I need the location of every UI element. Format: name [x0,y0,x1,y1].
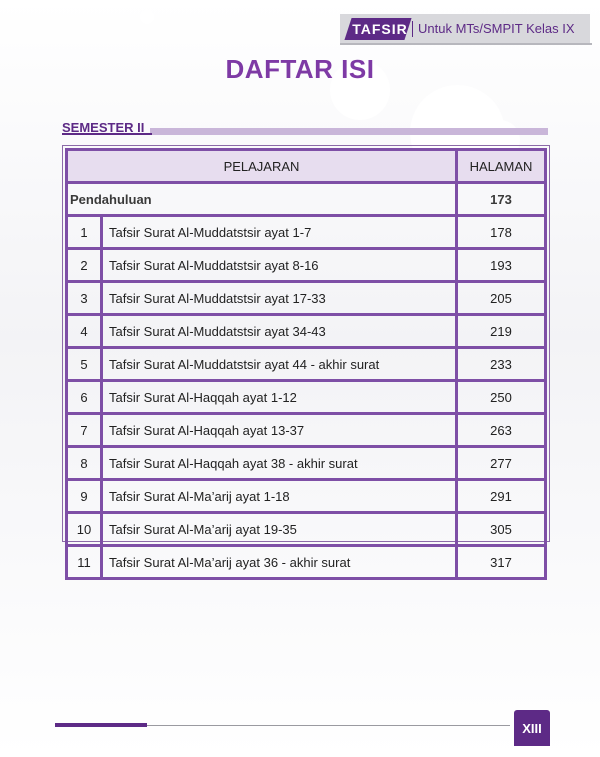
row-number: 11 [67,546,102,579]
table-row [67,546,546,579]
intro-label: Pendahuluan [67,183,457,216]
section-label: SEMESTER II [62,120,145,135]
page-number-badge: XIII [514,710,550,746]
footer-accent [55,723,147,727]
row-number: 2 [67,249,102,282]
row-page: 263 [457,414,546,447]
header-lesson: PELAJARAN [67,150,457,183]
table-row-intro [67,183,546,216]
row-page: 250 [457,381,546,414]
background-bubble [140,10,154,24]
table-row [67,381,546,414]
header-separator [412,21,413,37]
row-title: Tafsir Surat Al-Muddatstsir ayat 44 - akhir surat [102,348,457,381]
table-row [67,249,546,282]
row-page: 277 [457,447,546,480]
row-number: 8 [67,447,102,480]
header-subtitle: Untuk MTs/SMPIT Kelas IX [418,21,575,36]
row-title: Tafsir Surat Al-Haqqah ayat 38 - akhir surat [102,447,457,480]
table-row [67,348,546,381]
header-title: TAFSIR [352,21,408,37]
row-page: 317 [457,546,546,579]
row-number: 4 [67,315,102,348]
row-page: 178 [457,216,546,249]
row-title: Tafsir Surat Al-Muddatstsir ayat 34-43 [102,315,457,348]
table-row [67,315,546,348]
toc-table [65,148,547,580]
row-title: Tafsir Surat Al-Ma’arij ayat 19-35 [102,513,457,546]
header-underline [340,43,592,45]
table-row [67,282,546,315]
table-row [67,480,546,513]
row-page: 291 [457,480,546,513]
intro-page: 173 [457,183,546,216]
table-row [67,216,546,249]
row-page: 193 [457,249,546,282]
table-row [67,447,546,480]
row-page: 305 [457,513,546,546]
table-row [67,414,546,447]
row-number: 5 [67,348,102,381]
row-number: 3 [67,282,102,315]
row-number: 9 [67,480,102,513]
row-page: 205 [457,282,546,315]
row-title: Tafsir Surat Al-Muddatstsir ayat 8-16 [102,249,457,282]
row-title: Tafsir Surat Al-Haqqah ayat 1-12 [102,381,457,414]
row-title: Tafsir Surat Al-Ma’arij ayat 1-18 [102,480,457,513]
table-header-row [67,150,546,183]
row-number: 7 [67,414,102,447]
row-number: 10 [67,513,102,546]
row-number: 6 [67,381,102,414]
page-title: DAFTAR ISI [225,54,375,84]
row-page: 219 [457,315,546,348]
row-title: Tafsir Surat Al-Muddatstsir ayat 17-33 [102,282,457,315]
section-bar [150,128,548,135]
row-page: 233 [457,348,546,381]
table-row [67,513,546,546]
row-number: 1 [67,216,102,249]
row-title: Tafsir Surat Al-Ma’arij ayat 36 - akhir surat [102,546,457,579]
row-title: Tafsir Surat Al-Muddatstsir ayat 1-7 [102,216,457,249]
header-page: HALAMAN [457,150,546,183]
row-title: Tafsir Surat Al-Haqqah ayat 13-37 [102,414,457,447]
toc-table-frame [62,145,550,570]
